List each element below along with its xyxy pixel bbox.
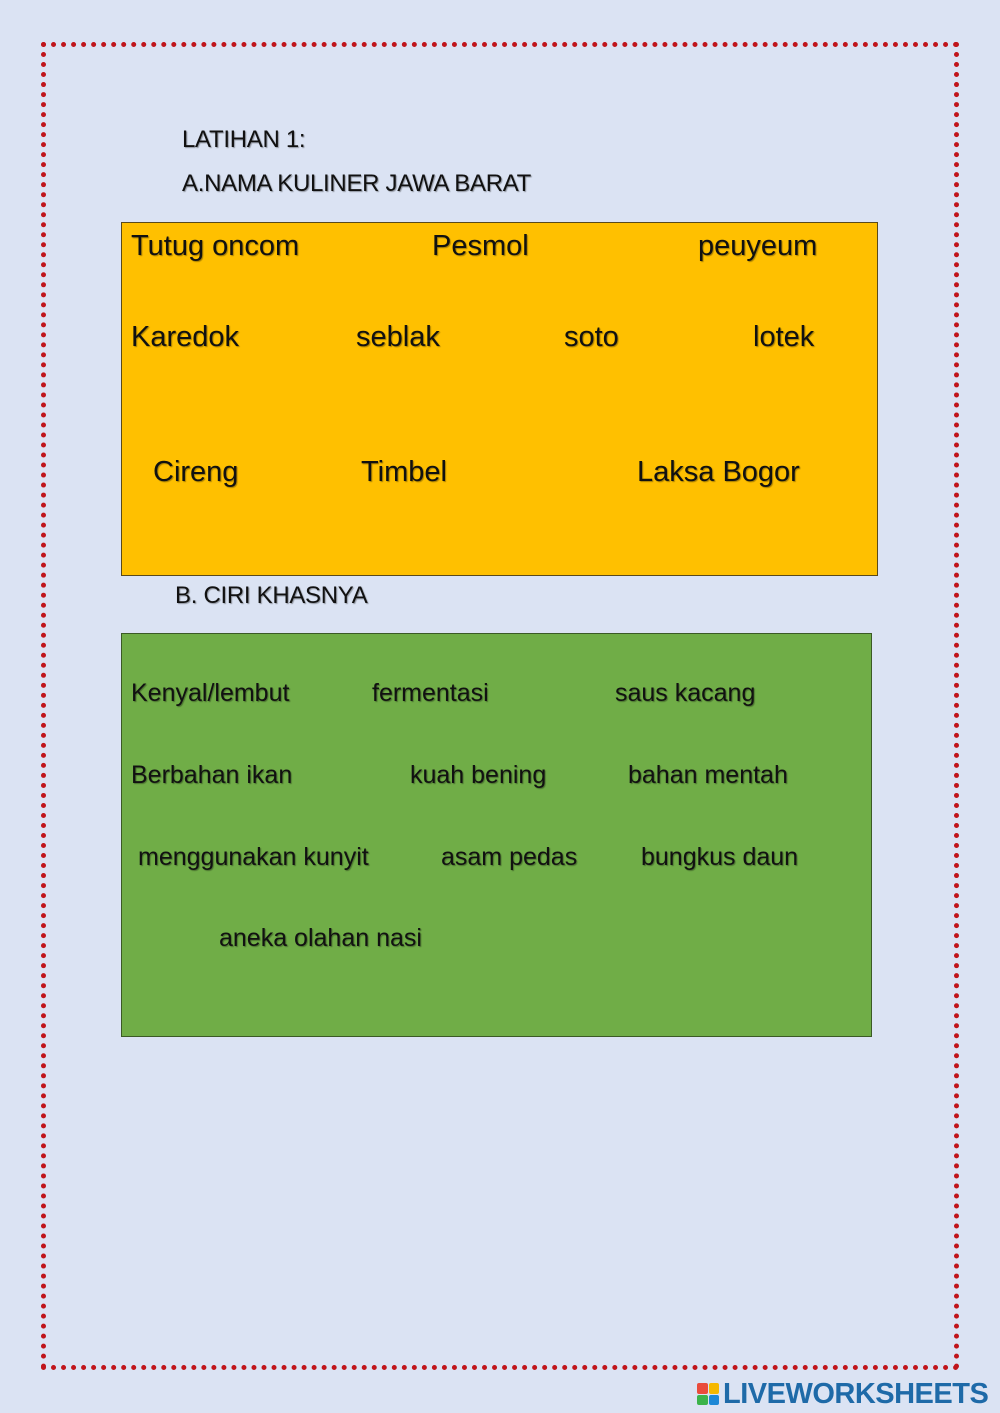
word-laksa-bogor[interactable]: Laksa Bogor (637, 456, 800, 488)
word-saus-kacang[interactable]: saus kacang (615, 679, 756, 707)
word-soto[interactable]: soto (564, 321, 619, 353)
word-seblak[interactable]: seblak (356, 321, 440, 353)
logo-text: LIVEWORKSHEETS (723, 1378, 989, 1410)
word-timbel[interactable]: Timbel (361, 456, 447, 488)
word-peuyeum[interactable]: peuyeum (698, 230, 818, 262)
word-cireng[interactable]: Cireng (153, 456, 239, 488)
logo-mark-icon (697, 1383, 719, 1405)
word-bahan-mentah[interactable]: bahan mentah (628, 761, 788, 789)
liveworksheets-logo (697, 1376, 997, 1412)
word-pesmol[interactable]: Pesmol (432, 230, 529, 262)
word-menggunakan-kunyit[interactable]: menggunakan kunyit (138, 843, 369, 871)
word-asam-pedas[interactable]: asam pedas (441, 843, 578, 871)
section-a-word-box (121, 222, 878, 576)
section-b-title: B. CIRI KHASNYA (175, 582, 368, 609)
exercise-title: LATIHAN 1: (182, 126, 306, 153)
word-karedok[interactable]: Karedok (131, 321, 240, 353)
word-aneka-olahan-nasi[interactable]: aneka olahan nasi (219, 924, 422, 952)
word-lotek[interactable]: lotek (753, 321, 815, 353)
word-tutug-oncom[interactable]: Tutug oncom (131, 230, 300, 262)
word-bungkus-daun[interactable]: bungkus daun (641, 843, 799, 871)
word-fermentasi[interactable]: fermentasi (372, 679, 489, 707)
word-kenyal-lembut[interactable]: Kenyal/lembut (131, 679, 290, 707)
word-berbahan-ikan[interactable]: Berbahan ikan (131, 761, 293, 789)
section-b-word-box (121, 633, 872, 1037)
word-kuah-bening[interactable]: kuah bening (410, 761, 547, 789)
section-a-title: A.NAMA KULINER JAWA BARAT (182, 170, 532, 197)
